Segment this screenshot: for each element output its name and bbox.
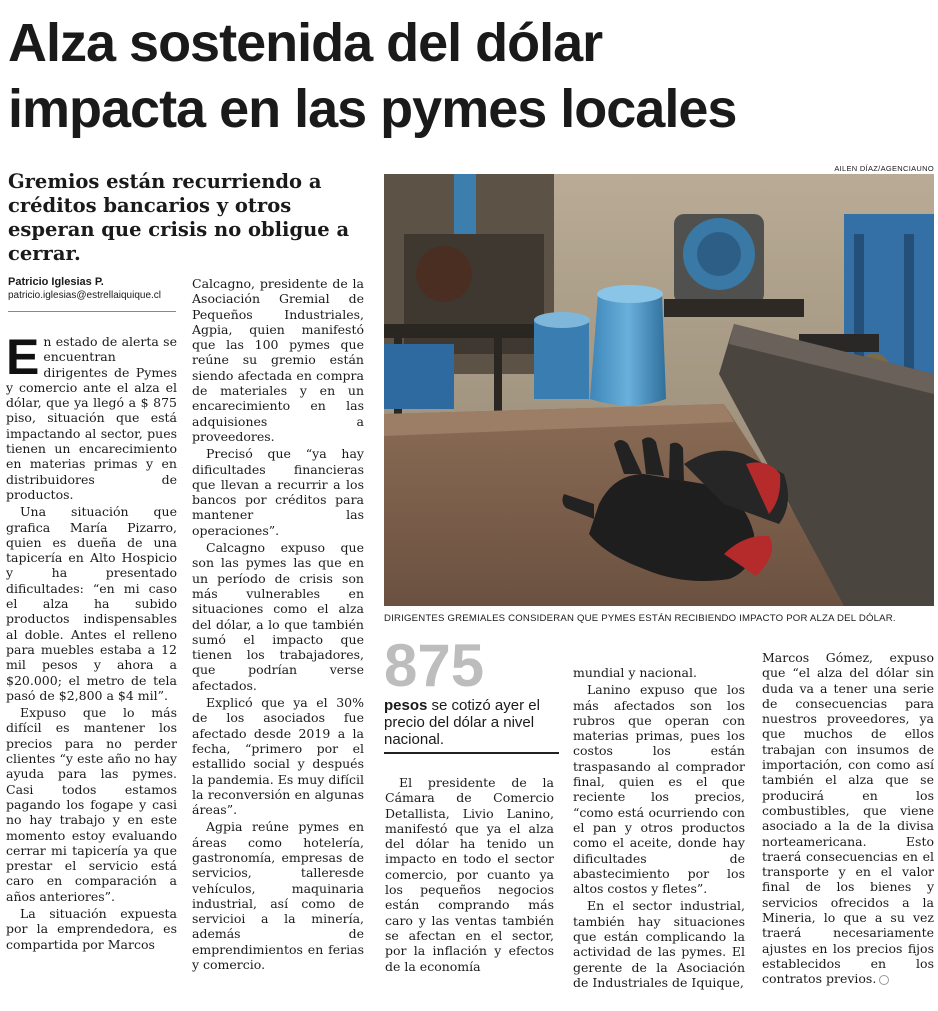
paragraph: Lanino expuso que los más afectados son los rubros que operan con materias primas, pues los costos los están traspasando al comprador final, quien es el que reciente los precios, “como está ocurriendo con el pan y otros productos como el aceite, donde hay dificultades de abastecimiento por los altos costos y fletes”.: [573, 682, 745, 897]
headline: [8, 10, 933, 142]
paragraph: La situación expuesta por la emprendedora, es compartida por Marcos: [6, 905, 177, 952]
paragraph: Precisó que “ya hay dificultades financieras que llevan a recurrir a los bancos por créditos para mantener las operaciones”.: [192, 446, 364, 538]
author-email: patricio.iglesias@estrellaiquique.cl: [8, 290, 162, 301]
paragraph: Calcagno, presidente de la Asociación Gremial de Pequeños Industriales, Agpia, quien manifestó que las 100 pymes que reúne su gremio están siendo afectada en compra de materiales y en un encarecimiento en las adquisiones a proveedores.: [192, 276, 364, 444]
paragraph: El presidente de la Cámara de Comercio Detallista, Livio Lanino, manifestó que ya el alza del dólar ha tenido un impacto en todo el sector comercio, por cuanto ya los pequeños negocios están comprando más caro y las ventas también se afectan en el sector, por la inflación y efectos de la economía: [385, 775, 554, 974]
stat-number: 875: [384, 632, 485, 699]
paragraph: Expuso que lo más difícil es mantener los precios para no perder clientes “y este año no hay ayuda para las pymes. Casi todos estamos pagando los fogape y casi no hay trabajo y en este momento estoy evaluando cerrar mi tapicería ya que prestar el servicio está caro en comparación a años anteriores”.: [6, 705, 177, 904]
article-photo: [384, 174, 934, 606]
author-name: Patricio Iglesias P.: [8, 276, 104, 288]
stat-description: [384, 697, 562, 748]
paragraph: Calcagno expuso que son las pymes las que en un período de crisis son más vulnerables en situaciones como el alza del dólar, a lo que también sumó el impacto que tienen los trabajadores, que podrían verse afectados.: [192, 540, 364, 693]
paragraph: Marcos Gómez, expuso que “el alza del dólar sin duda va a tener una serie de consecuencias para nuestros proveedores, ya que muchos de ellos trabajan con insumos de importación, con como así también el alza que se producirá en los combustibles, que viene asociado a la de la divisa norteamericana. Esto traerá consecuencias en el transporte y en el valor final de los bienes y servicios ofrecidos a la Mineria, lo que a su vez traerá necesariamente ajustes en los precios fijos establecidos en los contratos previos.: [762, 650, 934, 987]
article-column-3: [385, 775, 554, 976]
article-column-1: [6, 329, 177, 954]
paragraph: Explicó que ya el 30% de los asociados fue afectado desde 2019 a la fecha, “primero por el estallido social y después la pandemia. Es muy difícil la reconversión en algunas áreas”.: [192, 695, 364, 818]
drop-cap: E: [6, 329, 40, 385]
paragraph: En estado de alerta se encuentran dirigentes de Pymes y comercio ante el alza el dólar, que ya llegó a $ 875 piso, situación que está impactando al sector, pues tienen un encarecimiento en materias primas y en distribuidores de productos.: [6, 329, 177, 502]
headline-line-1: Alza sostenida del dólar: [8, 13, 603, 73]
stat-divider: [384, 752, 559, 754]
photo-caption: DIRIGENTES GREMIALES CONSIDERAN QUE PYMES ESTÁN RECIBIENDO IMPACTO POR ALZA DEL DÓLAR.: [384, 613, 896, 624]
headline-line-2: impacta en las pymes locales: [8, 79, 737, 139]
paragraph: En el sector industrial, también hay situaciones que están complicando la actividad de las pymes. El gerente de la Asociación de Industriales de Iquique,: [573, 898, 745, 990]
article-column-5: [762, 650, 934, 989]
end-mark-icon: [879, 975, 889, 985]
article-column-4: [573, 665, 745, 992]
paragraph: mundial y nacional.: [573, 665, 697, 680]
photo-credit: AILEN DÍAZ/AGENCIAUNO: [834, 164, 934, 173]
article-column-2: [192, 276, 364, 974]
paragraph: Agpia reúne pymes en áreas como hotelería, gastronomía, empresas de servicios, talleresde vehículos, maquinaria industrial, así como de servicioi a la minería, además de emprendimientos en ferias y comercio.: [192, 819, 364, 973]
stat-unit: pesos: [384, 697, 428, 714]
paragraph: Una situación que grafica María Pizarro, quien es dueña de una tapicería en Alto Hospicio y ha presentado dificultades: “en mi caso el alza ha subido productos indispensables al doble. Antes el relleno para muebles estaba a 12 mil pesos y ahora a $20.000; el metro de tela pasó de $2,800 a $4 mil”.: [6, 504, 177, 703]
byline: [8, 276, 176, 301]
byline-divider: [8, 311, 176, 312]
stat-text: se cotizó ayer el precio del dólar a nivel nacional.: [384, 697, 540, 748]
subheadline: Gremios están recurriendo a créditos bancarios y otros esperan que crisis no obligue a cerrar.: [8, 170, 350, 265]
